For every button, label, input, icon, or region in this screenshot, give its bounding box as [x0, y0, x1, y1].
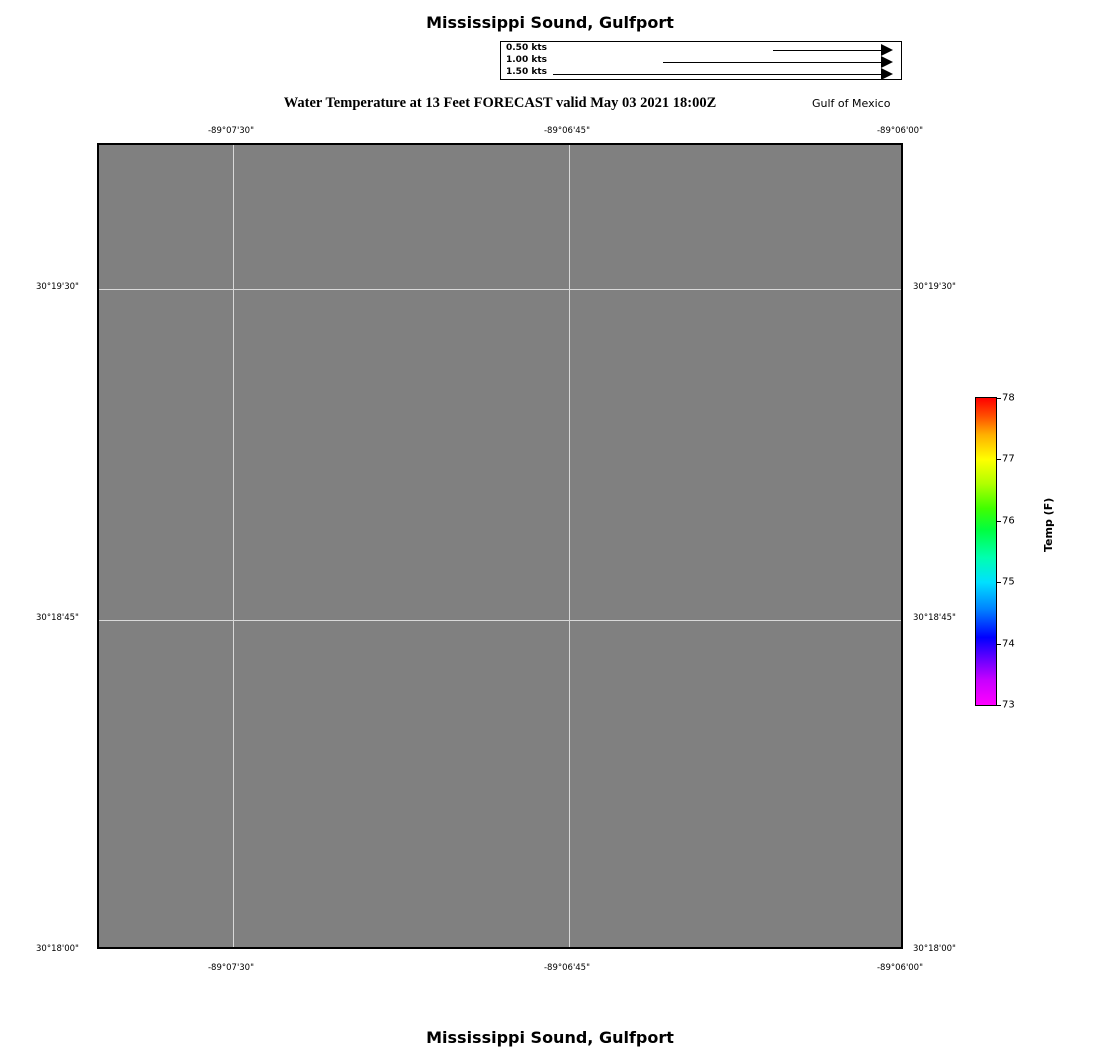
colorbar-tick-label: 74 — [1002, 638, 1015, 650]
colorbar — [975, 392, 1015, 711]
region-label: Gulf of Mexico — [812, 97, 891, 110]
vector-key-label: 1.50 kts — [506, 67, 547, 77]
page-title: Mississippi Sound, Gulfport — [426, 13, 674, 32]
vector-key-label: 0.50 kts — [506, 43, 547, 53]
lon-tick-bottom: -89°06'00" — [876, 963, 924, 973]
vector-key-shaft — [773, 50, 883, 51]
vector-key-shaft — [663, 62, 883, 63]
gridline-lat — [99, 289, 901, 290]
lon-tick-top: -89°06'00" — [876, 126, 924, 136]
footer-title: Mississippi Sound, Gulfport — [426, 1028, 674, 1047]
lat-tick-left: 30°18'00" — [36, 944, 79, 954]
colorbar-gradient — [975, 397, 997, 706]
arrow-icon — [881, 68, 893, 80]
colorbar-tickmark — [997, 398, 1001, 399]
colorbar-tickmark — [997, 459, 1001, 460]
vector-key-label: 1.00 kts — [506, 55, 547, 65]
lat-tick-right: 30°18'00" — [913, 944, 956, 954]
lon-tick-top: -89°06'45" — [543, 126, 591, 136]
arrow-icon — [881, 44, 893, 56]
lon-tick-bottom: -89°07'30" — [207, 963, 255, 973]
colorbar-tickmark — [997, 521, 1001, 522]
colorbar-tick-label: 78 — [1002, 392, 1015, 404]
colorbar-tickmark — [997, 705, 1001, 706]
colorbar-tickmark — [997, 582, 1001, 583]
colorbar-title: Temp (F) — [1042, 497, 1055, 552]
colorbar-tickmark — [997, 644, 1001, 645]
gridline-lat — [99, 620, 901, 621]
lon-tick-bottom: -89°06'45" — [543, 963, 591, 973]
vector-key-shaft — [553, 74, 883, 75]
colorbar-tick-label: 75 — [1002, 576, 1015, 588]
arrow-icon — [881, 56, 893, 68]
lat-tick-right: 30°18'45" — [913, 613, 956, 623]
colorbar-tick-label: 73 — [1002, 699, 1015, 711]
lat-tick-left: 30°19'30" — [36, 282, 79, 292]
vector-key-row — [501, 68, 903, 81]
chart-subtitle: Water Temperature at 13 Feet FORECAST valid May 03 2021 18:00Z — [283, 95, 717, 111]
lat-tick-right: 30°19'30" — [913, 282, 956, 292]
gridline-lon — [569, 145, 570, 947]
colorbar-tick-label: 77 — [1002, 453, 1015, 465]
colorbar-tick-label: 76 — [1002, 515, 1015, 527]
vector-scale-key — [500, 41, 902, 80]
gridline-lon — [233, 145, 234, 947]
lat-tick-left: 30°18'45" — [36, 613, 79, 623]
lon-tick-top: -89°07'30" — [207, 126, 255, 136]
map-plot-area[interactable] — [97, 143, 903, 949]
